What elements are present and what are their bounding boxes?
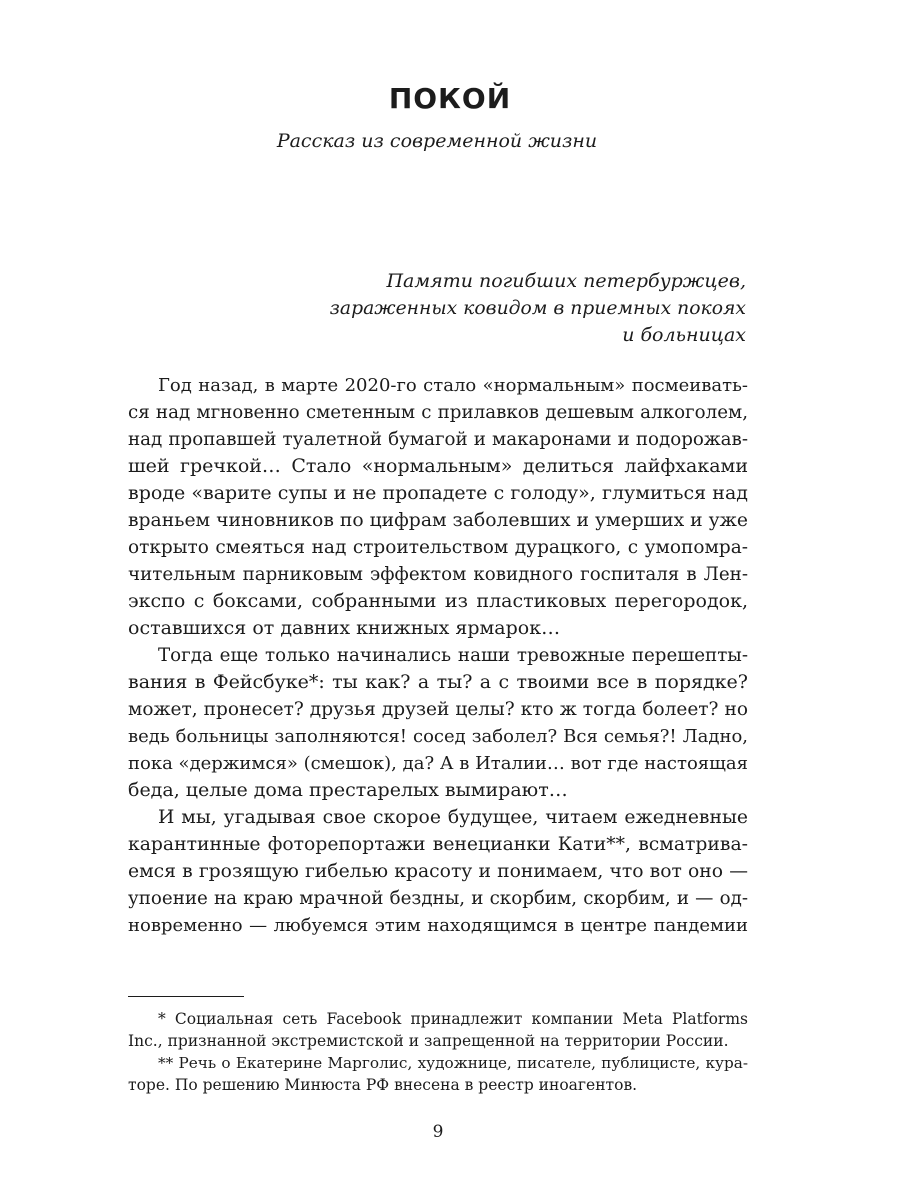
text-line: емся в грозящую гибелью красоту и понимаем, что вот оно — <box>128 861 748 882</box>
text-line: экспо с боксами, собранными из пластиковых перегородок, <box>128 590 748 612</box>
text-line: над пропавшей туалетной бумагой и макаронами и подорожав- <box>128 429 748 450</box>
text-line: вроде «варите супы и не пропадете с голоду», глумиться над <box>128 482 748 504</box>
footnote-line: торе. По решению Минюста РФ внесена в реестр иноагентов. <box>128 1076 638 1094</box>
text-line: карантинные фоторепортажи венецианки Кати**, всматрива- <box>128 834 748 855</box>
body-text <box>128 372 748 939</box>
epigraph-line: зараженных ковидом в приемных покоях <box>329 298 746 319</box>
text-line: беда, целые дома престарелых вымирают… <box>128 779 568 801</box>
paragraph-1 <box>128 372 748 642</box>
text-line: Тогда еще только начинались наши тревожные перешепты- <box>158 645 748 666</box>
text-line: И мы, угадывая свое скорое будущее, читаем ежедневные <box>158 807 748 828</box>
epigraph <box>326 268 746 349</box>
text-line: открыто смеяться над строительством дурацкого, с умопомра- <box>128 537 748 558</box>
text-line: может, пронесет? друзья друзей целы? кто ж тогда болеет? но <box>128 699 748 720</box>
paragraph-3 <box>128 804 748 939</box>
footnote-line: Inc., признанной экстремистской и запрещенной на территории России. <box>128 1032 729 1050</box>
text-line: враньем чиновников по цифрам заболевших и умерших и уже <box>128 510 749 531</box>
paragraph-2 <box>128 642 748 804</box>
text-line: ся над мгновенно сметенным с прилавков дешевым алкоголем, <box>128 402 748 423</box>
footnote-line: ** Речь о Екатерине Марголис, художнице, писателе, публицисте, кура- <box>158 1054 748 1072</box>
page-number: 9 <box>432 1122 444 1142</box>
footnote-1 <box>128 1008 748 1052</box>
footnote-2 <box>128 1052 748 1096</box>
text-line: Год назад, в марте 2020-го стало «нормальным» посмеивать- <box>158 375 748 396</box>
text-line: вания в Фейсбуке*: ты как? а ты? а с твоими все в порядке? <box>128 671 748 693</box>
text-line: оставшихся от давних книжных ярмарок… <box>128 617 561 639</box>
footnote-line: * Социальная сеть Facebook принадлежит компании Meta Platforms <box>158 1010 748 1028</box>
page-title: ПОКОЙ <box>388 82 512 115</box>
text-line: упоение на краю мрачной бездны, и скорбим, скорбим, и — од- <box>128 888 748 909</box>
page-subtitle: Рассказ из современной жизни <box>276 130 598 152</box>
epigraph-line: и больницах <box>622 324 746 346</box>
text-line: шей гречкой… Стало «нормальным» делиться лайфхаками <box>128 455 748 477</box>
text-line: новременно — любуемся этим находящимся в центре пандемии <box>128 915 748 936</box>
footnotes <box>128 1008 748 1096</box>
footnote-divider <box>128 996 244 997</box>
text-line: ведь больницы заполняются! сосед заболел? Вся семья?! Ладно, <box>128 726 748 747</box>
text-line: чительным парниковым эффектом ковидного госпиталя в Лен- <box>128 564 748 585</box>
text-line: пока «держимся» (смешок), да? А в Италии… вот где настоящая <box>128 753 748 774</box>
epigraph-line: Памяти погибших петербуржцев, <box>386 270 746 292</box>
